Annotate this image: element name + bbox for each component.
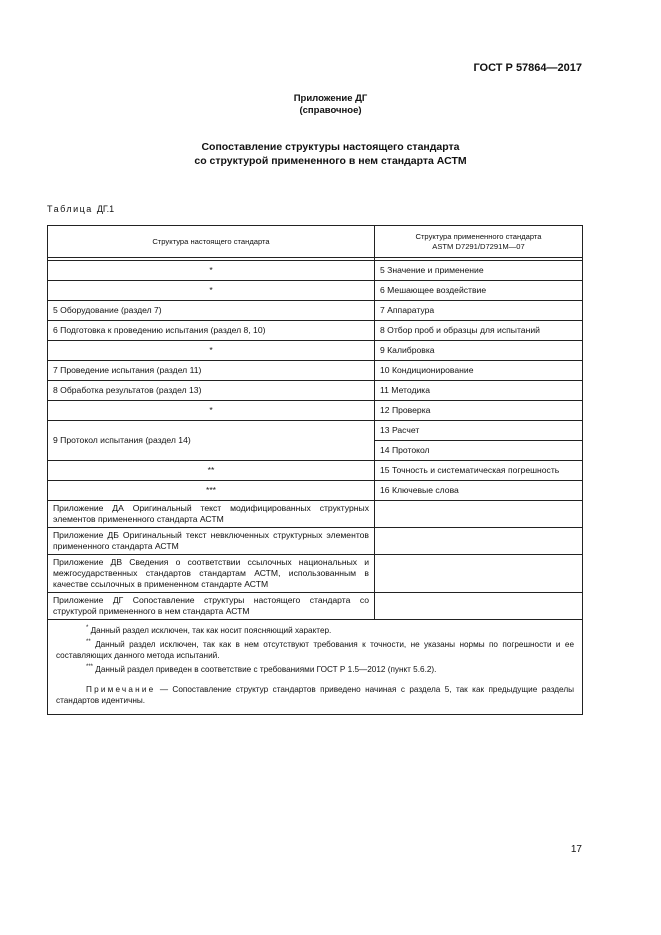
table-caption-number: ДГ.1	[96, 204, 115, 214]
row-left-cell: Приложение ДВ Сведения о соответствии ссылочных национальных и межгосударственных стандартов стандартам АСТМ, использованным в качестве ссылочных в примененном стандарте АСТМ	[48, 555, 375, 593]
structure-comparison-table	[47, 225, 583, 715]
table-footnotes-row	[48, 620, 583, 715]
annex-title: Приложение ДГ	[293, 93, 368, 104]
table-row	[48, 593, 583, 620]
note-text: — Сопоставление структур стандартов приведено начиная с раздела 5, так как предыдущие разделы стандартов идентичны.	[56, 685, 574, 705]
row-right-cell: 10 Кондиционирование	[375, 361, 583, 381]
row-right-cell: 9 Калибровка	[375, 341, 583, 361]
row-right-cell: 11 Методика	[375, 381, 583, 401]
table-row	[48, 341, 583, 361]
table-row	[48, 261, 583, 281]
col2-header-line-1: Структура примененного стандарта	[415, 231, 542, 241]
table-row	[48, 555, 583, 593]
table-row	[48, 401, 583, 421]
table-row	[48, 361, 583, 381]
table-note	[56, 684, 574, 706]
row-right-cell: 15 Точность и систематическая погрешность	[375, 461, 583, 481]
table-header-row	[48, 226, 583, 258]
row-right-cell	[375, 593, 583, 620]
row-left-cell: 9 Протокол испытания (раздел 14)	[48, 421, 375, 461]
table-row	[48, 461, 583, 481]
page-number: 17	[570, 844, 582, 855]
table-row	[48, 321, 583, 341]
col2-header-line-2: ASTM D7291/D7291M—07	[432, 241, 525, 251]
table-row	[48, 481, 583, 501]
row-left-cell: *	[48, 401, 375, 421]
row-right-cell	[375, 555, 583, 593]
page-title-line-1: Сопоставление структуры настоящего стандарта	[201, 141, 460, 153]
row-right-cell: 13 Расчет	[375, 421, 583, 441]
row-left-cell: Приложение ДА Оригинальный текст модифицированных структурных элементов примененного стандарта АСТМ	[48, 501, 375, 528]
table-row	[48, 501, 583, 528]
table-row	[48, 528, 583, 555]
row-right-cell: 16 Ключевые слова	[375, 481, 583, 501]
row-left-cell: 6 Подготовка к проведению испытания (раздел 8, 10)	[48, 321, 375, 341]
footnote-mark: *	[86, 625, 89, 631]
row-right-cell	[375, 501, 583, 528]
table-row	[48, 381, 583, 401]
footnote-text: Данный раздел исключен, так как в нем отсутствуют требования к точности, не указаны нормы по погрешности и ее составляющих данного метода испытаний.	[56, 640, 574, 660]
row-right-cell: 12 Проверка	[375, 401, 583, 421]
row-left-cell: 5 Оборудование (раздел 7)	[48, 301, 375, 321]
annex-heading	[0, 93, 661, 117]
document-code: ГОСТ Р 57864—2017	[473, 62, 582, 74]
row-right-cell: 6 Мешающее воздействие	[375, 281, 583, 301]
row-left-cell: Приложение ДБ Оригинальный текст невключенных структурных элементов примененного стандарта АСТМ	[48, 528, 375, 555]
row-left-cell: *	[48, 261, 375, 281]
col1-header: Структура настоящего стандарта	[48, 226, 375, 258]
footnote-mark: ***	[86, 664, 94, 670]
page-title-line-2: со структурой примененного в нем стандарта АСТМ	[194, 155, 467, 167]
footnote-text: Данный раздел исключен, так как носит поясняющий характер.	[90, 626, 332, 635]
row-left-cell: 8 Обработка результатов (раздел 13)	[48, 381, 375, 401]
table-row	[48, 301, 583, 321]
footnote	[56, 639, 574, 661]
note-label: Примечание	[86, 685, 156, 694]
row-left-cell: Приложение ДГ Сопоставление структуры настоящего стандарта со структурой примененного в нем стандарта АСТМ	[48, 593, 375, 620]
table-row	[48, 421, 583, 441]
footnote	[56, 625, 574, 636]
col2-header	[375, 226, 583, 258]
page-title	[0, 140, 661, 168]
table-caption-word: Таблица	[47, 204, 93, 214]
row-right-cell: 8 Отбор проб и образцы для испытаний	[375, 321, 583, 341]
footnote	[56, 664, 574, 675]
row-left-cell: ***	[48, 481, 375, 501]
table-row	[48, 281, 583, 301]
row-right-cell: 14 Протокол	[375, 441, 583, 461]
row-left-cell: 7 Проведение испытания (раздел 11)	[48, 361, 375, 381]
footnote-text: Данный раздел приведен в соответствие с требованиями ГОСТ Р 1.5—2012 (пункт 5.6.2).	[95, 665, 437, 674]
table-footnotes	[48, 620, 583, 715]
row-left-cell: *	[48, 281, 375, 301]
row-left-cell: **	[48, 461, 375, 481]
annex-kind: (справочное)	[299, 105, 362, 116]
row-left-cell: *	[48, 341, 375, 361]
row-right-cell	[375, 528, 583, 555]
row-right-cell: 7 Аппаратура	[375, 301, 583, 321]
row-right-cell: 5 Значение и применение	[375, 261, 583, 281]
table-caption	[47, 204, 114, 214]
footnote-mark: **	[86, 639, 91, 645]
